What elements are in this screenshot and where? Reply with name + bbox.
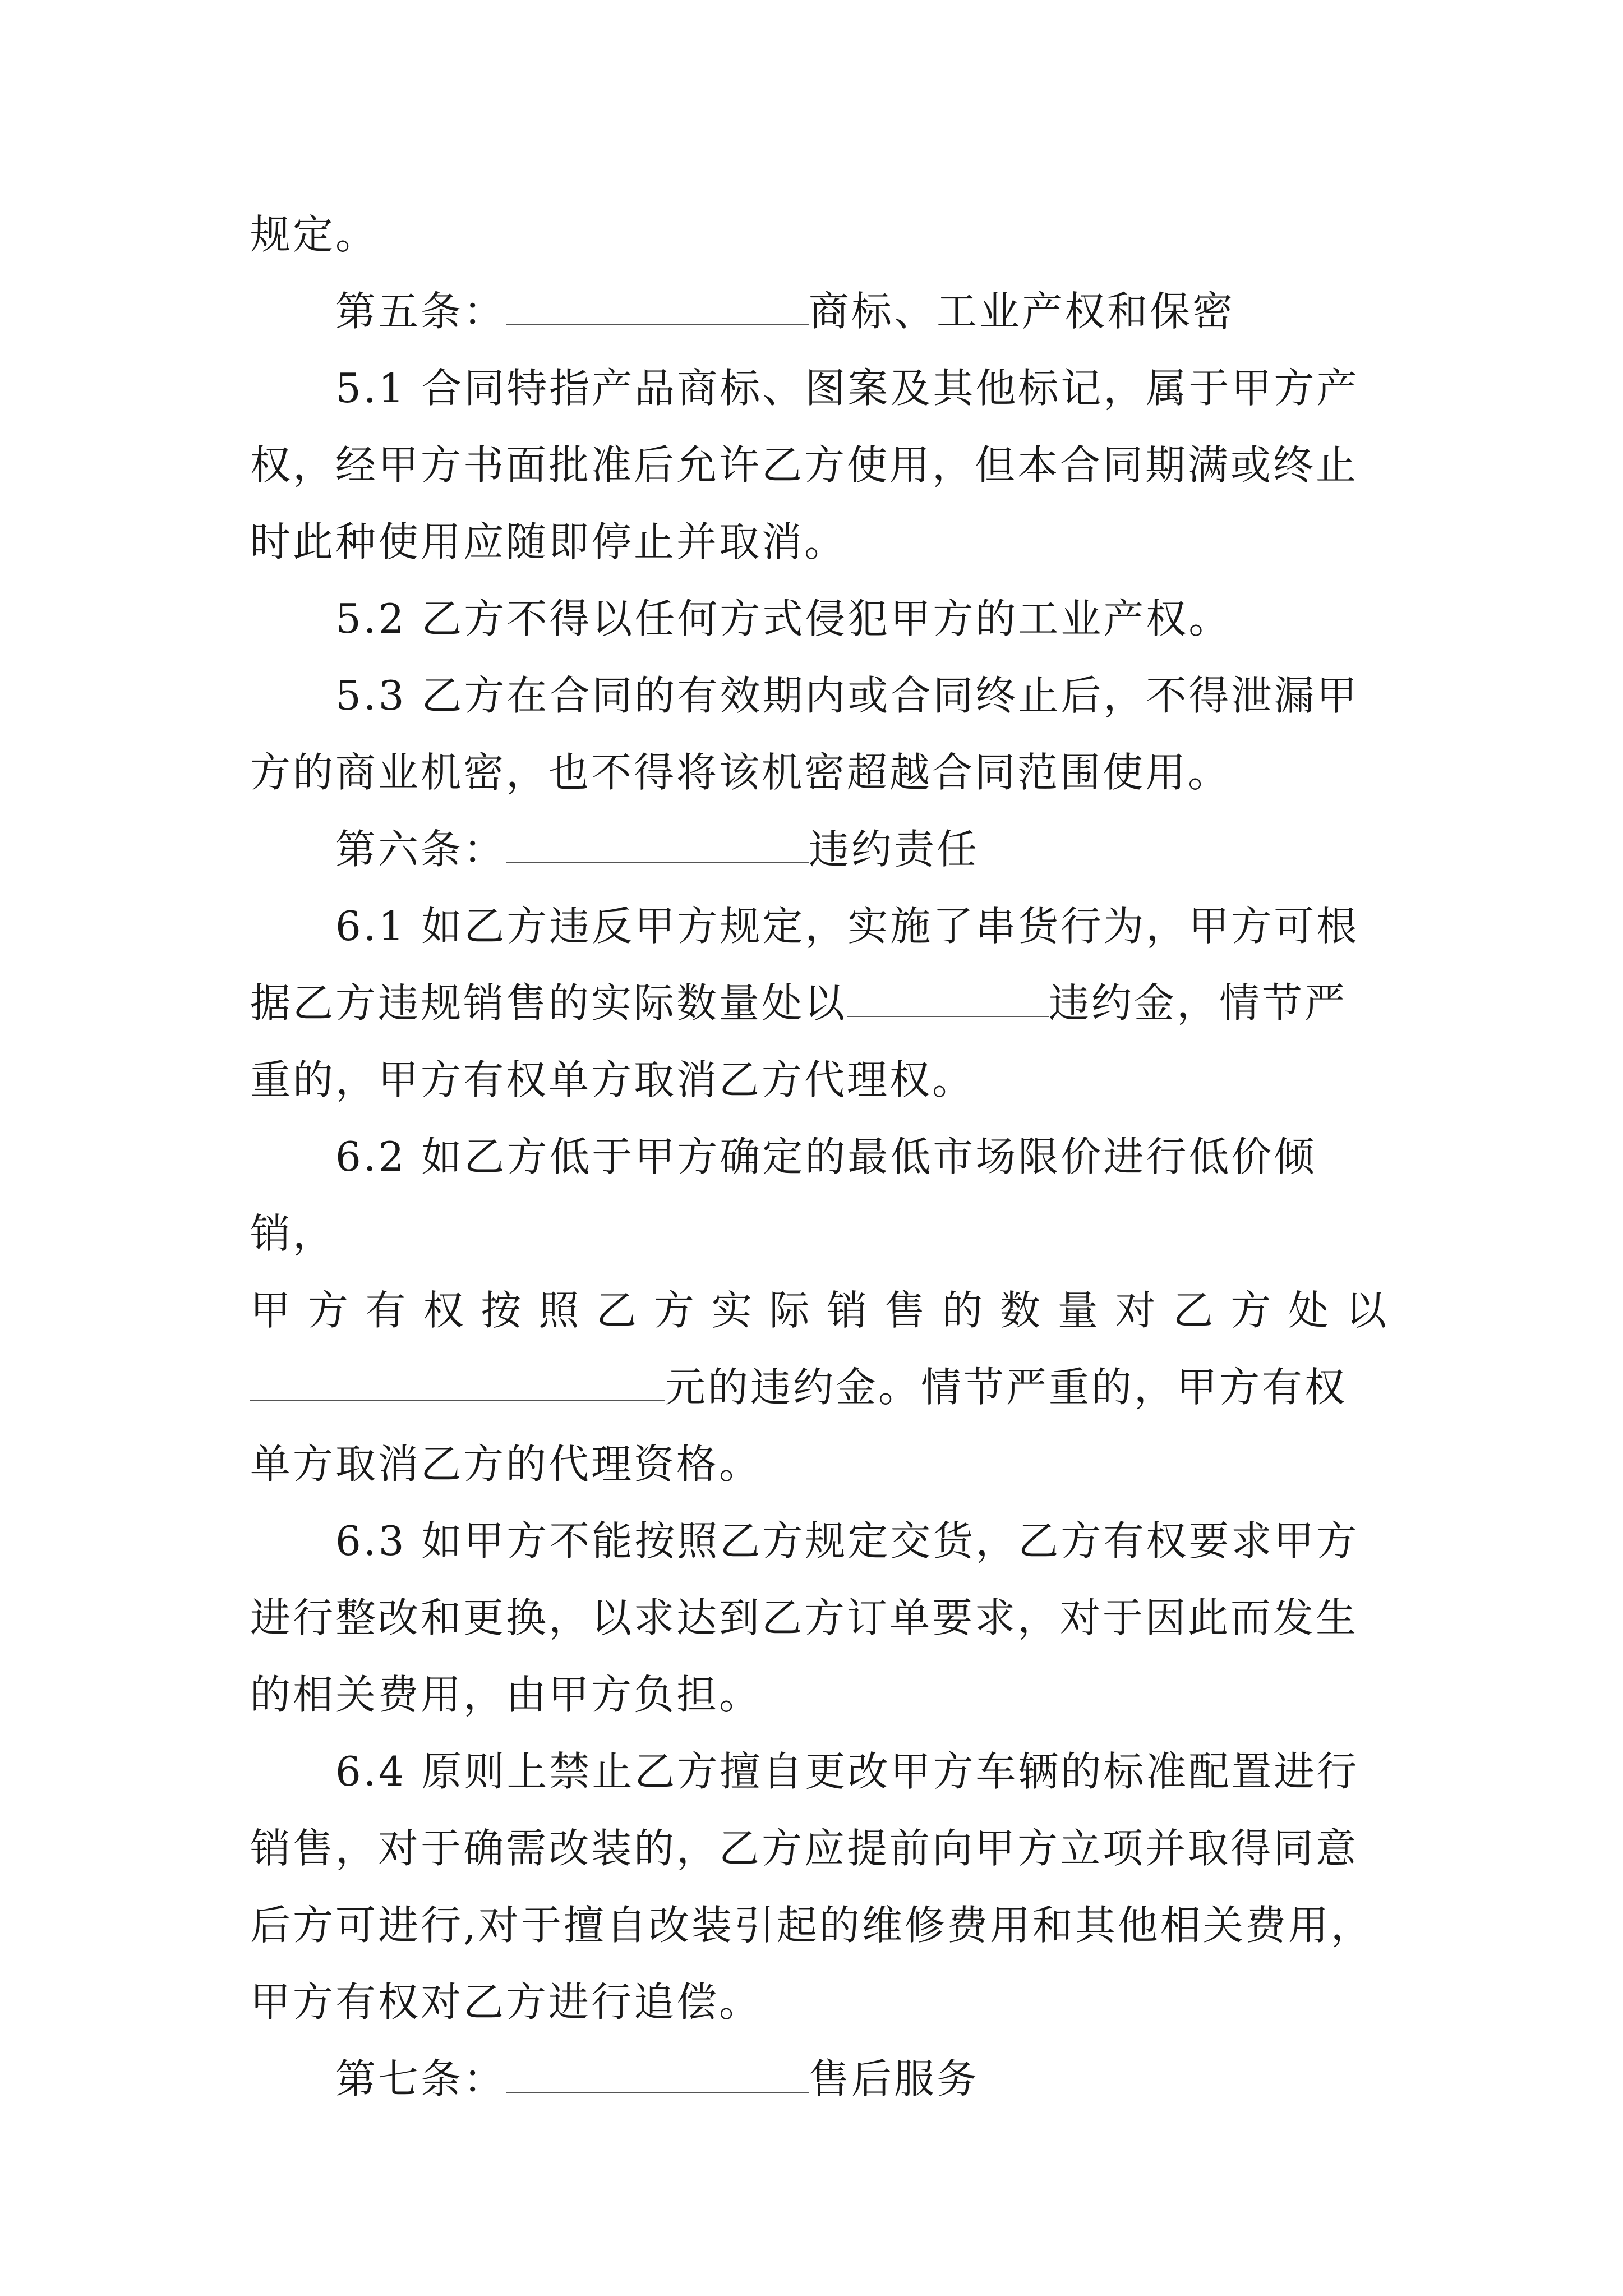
- clause-6-2-line-3: [250, 1349, 1389, 1503]
- blank-line: [250, 1366, 665, 1401]
- clause-text: 元的违约金。情节严重的，甲方有权单方取消乙方的代理资格。: [250, 1364, 1348, 1488]
- article-7-heading: [250, 2041, 1389, 2118]
- article-title: 商标、工业产权和保密: [809, 288, 1235, 335]
- clause-6-4: [250, 1733, 1389, 2041]
- article-title: 售后服务: [809, 2055, 980, 2102]
- clause-text: 6.4 原则上禁止乙方擅自更改甲方车辆的标准配置进行销售，对于确需改装的，乙方应提前向甲方立项并取得同意后方可进行,对于擅自改装引起的维修费用和其他相关费用，甲方有权对乙方进行追偿。: [250, 1748, 1373, 2026]
- clause-6-1: [250, 888, 1389, 1119]
- clause-text: 6.1 如乙方违反甲方规定，实施了串货行为，甲方可根据乙方违规销售的实际数量处以: [250, 903, 1359, 1027]
- text: 规定。: [250, 211, 379, 258]
- clause-5-3: [250, 657, 1389, 811]
- clause-text: 6.3 如甲方不能按照乙方规定交货，乙方有权要求甲方进行整改和更换，以求达到乙方订单要求，对于因此而发生的相关费用，由甲方负担。: [250, 1517, 1359, 1718]
- clause-text: 6.2 如乙方低于甲方确定的最低市场限价进行低价倾销，: [250, 1133, 1317, 1257]
- clause-5-2: [250, 581, 1389, 657]
- article-number: 第七条：: [335, 2055, 506, 2102]
- blank-line: [847, 982, 1049, 1017]
- clause-text: 5.3 乙方在合同的有效期内或合同终止后，不得泄漏甲方的商业机密，也不得将该机密超越合同范围使用。: [250, 672, 1359, 796]
- blank-line: [506, 2058, 809, 2093]
- clause-6-2-line-2: [250, 1272, 1389, 1349]
- clause-text: 5.2 乙方不得以任何方式侵犯甲方的工业产权。: [335, 595, 1232, 642]
- clause-5-1: [250, 350, 1389, 581]
- clause-6-3: [250, 1503, 1389, 1733]
- clause-6-2: [250, 1119, 1389, 1272]
- clause-text: 违约金，情节严重的，甲方有权单方取消乙方代理权。: [250, 979, 1348, 1103]
- article-number: 第六条：: [335, 826, 506, 873]
- blank-line: [506, 291, 809, 325]
- article-5-heading: [250, 273, 1389, 350]
- clause-text: 甲方有权按照乙方实际销售的数量对乙方处以: [250, 1287, 1389, 1334]
- paragraph-continuation: [250, 196, 1389, 273]
- document-body: [250, 196, 1389, 2118]
- blank-line: [506, 829, 809, 863]
- article-title: 违约责任: [809, 826, 980, 873]
- article-number: 第五条：: [335, 288, 506, 335]
- clause-text: 5.1 合同特指产品商标、图案及其他标记，属于甲方产权，经甲方书面批准后允许乙方使用，但本合同期满或终止时此种使用应随即停止并取消。: [250, 365, 1359, 565]
- article-6-heading: [250, 811, 1389, 888]
